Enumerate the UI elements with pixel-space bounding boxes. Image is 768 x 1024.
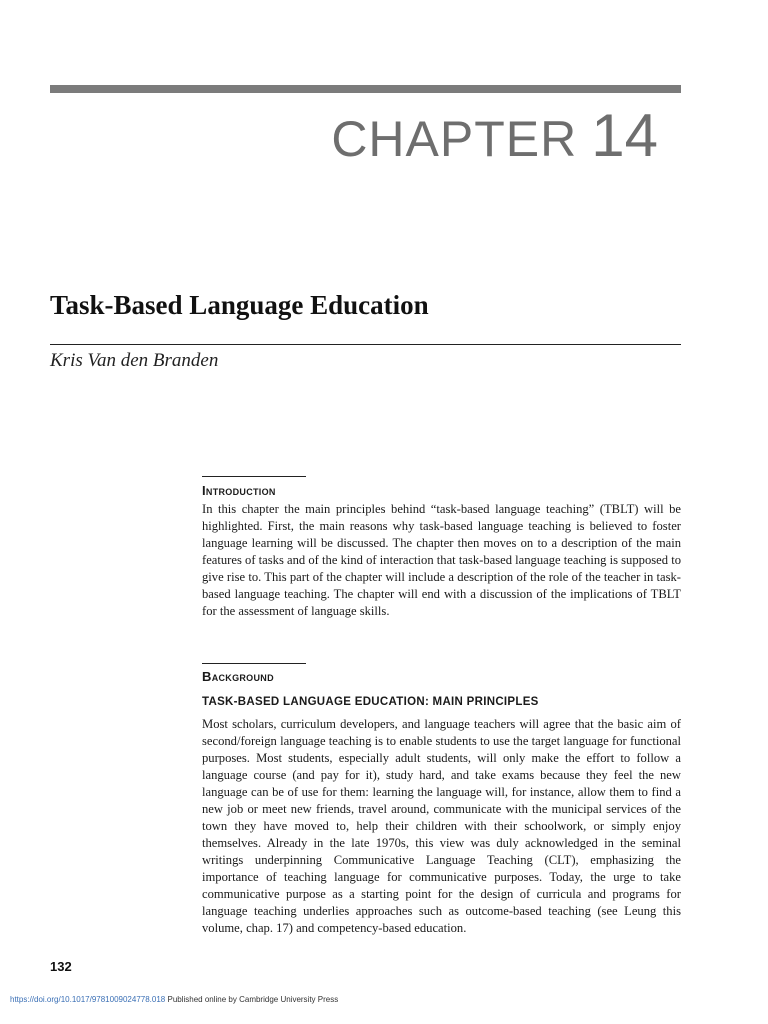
- page-number: 132: [50, 959, 72, 974]
- background-rule: [202, 663, 306, 664]
- chapter-label: CHAPTER: [331, 111, 578, 167]
- top-rule: [50, 85, 681, 93]
- introduction-paragraph: In this chapter the main principles behind “task-based language teaching” (TBLT) will be highlighted. First, the main reasons why task-based language teaching is believed to foster language learning will be discussed. The chapter then moves on to a description of the main features of tasks and of the kind of interaction that task-based language teaching is supposed to give rise to. This part of the chapter will include a description of the role of the teacher in task-based language teaching. The chapter will end with a discussion of the implications of TBLT for the assessment of language skills.: [202, 502, 681, 618]
- introduction-heading: Introduction: [202, 483, 276, 498]
- doi-link[interactable]: https://doi.org/10.1017/9781009024778.018: [10, 995, 166, 1004]
- background-paragraph: Most scholars, curriculum developers, and language teachers will agree that the basic aim of second/foreign language teaching is to enable students to use the target language for functional purposes. Most students, especially adult students, will only make the effort to follow a language course (and pay for it), study hard, and take exams because they feel the new language can be of use for them: learning the language will, for instance, allow them to find a new job or meet new friends, travel around, communicate with the municipal services of the town they have moved to, help their children with their schoolwork, or simply enjoy themselves. Already in the late 1970s, this view was duly acknowledged in the seminal writings underpinning Communicative Language Teaching (CLT), emphasizing the importance of teaching language for communicative purposes. Today, the urge to take communicative purpose as a starting point for the design of curricula and programs for language teaching underlies approaches such as outcome-based teaching (see Leung this volume, chap. 17) and competency-based education.: [202, 717, 681, 935]
- introduction-rule: [202, 476, 306, 477]
- chapter-heading: [331, 102, 658, 169]
- title-rule: [50, 344, 681, 345]
- author-name: Kris Van den Branden: [50, 350, 219, 371]
- published-text: Published online by Cambridge University Press: [167, 995, 339, 1004]
- chapter-title: Task-Based Language Education: [50, 290, 429, 320]
- footer: [10, 995, 338, 1004]
- chapter-number: 14: [591, 102, 658, 169]
- background-subheading: TASK-BASED LANGUAGE EDUCATION: MAIN PRINCIPLES: [202, 696, 539, 708]
- background-heading: Background: [202, 669, 274, 684]
